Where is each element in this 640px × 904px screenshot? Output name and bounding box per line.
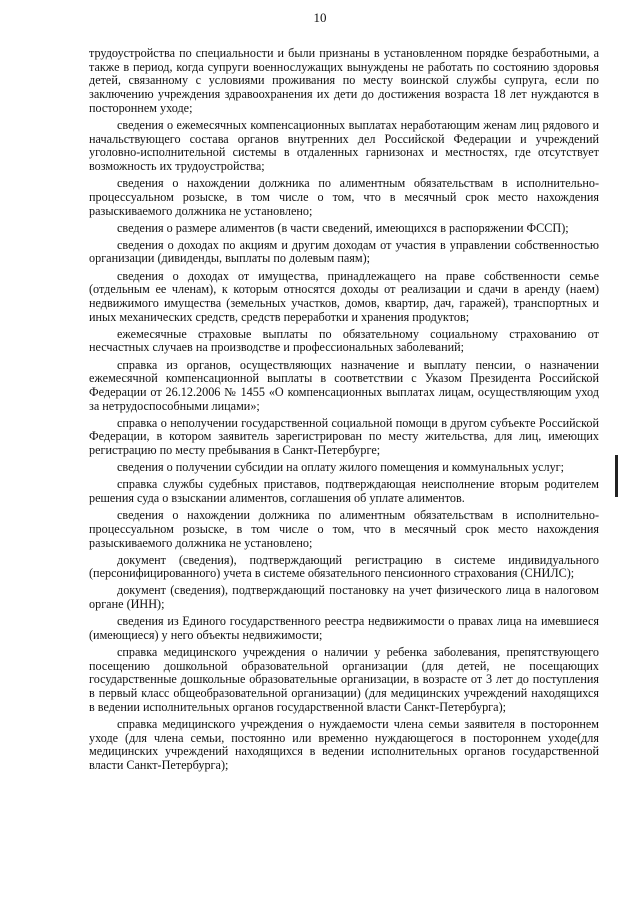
page-number: 10 (313, 10, 327, 25)
paragraph-housing-subsidy: сведения о получении субсидии на оплату жилого помещения и коммунальных услуг; (117, 460, 565, 475)
paragraph-debtor-search-repeat: сведения о нахождении должника по алиментным обязательствам в исполнительно-процессуальном розыске, в том числе о том, что в месячный срок место нахождения разыскиваемого должника не установлено; (89, 508, 599, 550)
paragraph-insurance-payments: ежемесячные страховые выплаты по обязательному социальному страхованию от несчастных случаев на производстве и профессиональных заболеваний; (89, 326, 599, 355)
paragraph-child-medical-certificate: справка медицинского учреждения о наличии у ребенка заболевания, препятствующего посещению дошкольной образовательной организации (для детей, не посещающих государственные дошкольные образовательные организации, в возрасте от 3 лет до поступления в первый класс общеобразовательной организации) (для медицинских учреждений находящихся в ведении исполнительных органов государственной власти Санкт-Петербурга); (89, 644, 599, 714)
paragraph-debtor-search: сведения о нахождении должника по алиментным обязательствам в исполнительно-процессуальном розыске, в том числе о том, что в месячный срок место нахождения разыскиваемого должника не установлено; (89, 176, 599, 218)
paragraph-inn: документ (сведения), подтверждающий постановку на учет физического лица в налоговом органе (ИНН); (89, 583, 599, 612)
paragraph-pension-certificate: справка из органов, осуществляющих назначение и выплату пенсии, о назначении ежемесячной компенсационной выплаты в соответствии с Указом Президента Российской Федерации от 26.12.2006 № 1455 «О компенсационных выплатах лицам, осуществляющим уход за нетрудоспособными лицами»; (89, 357, 599, 413)
paragraph-property-income: сведения о доходах от имущества, принадлежащего на праве собственности семье (отдельным ее членам), к которым относятся доходы от реализации и сдачи в аренду (наем) недвижимого имущества (земельных участков, домов, квартир, дач, гаражей), транспортных и иных механических средств, средств переработки и хранения продуктов; (89, 268, 599, 324)
paragraph-share-income: сведения о доходах по акциям и другим доходам от участия в управлении собственностью организации (дивиденды, выплаты по долевым паям); (89, 237, 599, 266)
paragraph-care-medical-certificate: справка медицинского учреждения о нуждаемости члена семьи заявителя в постороннем уходе (для члена семьи, постоянно или временно нуждающегося в постороннем уходе(для медицинских учреждений находящихся в ведении исполнительных органов государственной власти Санкт-Петербурга); (89, 716, 599, 772)
paragraph-bailiff-certificate: справка службы судебных приставов, подтверждающая неисполнение вторым родителем решения суда о взыскании алиментов, соглашения об уплате алиментов. (89, 477, 599, 505)
document-text (89, 47, 599, 776)
paragraph-alimony-amount: сведения о размере алиментов (в части сведений, имеющихся в распоряжении ФССП); (117, 220, 569, 235)
paragraph-snils: документ (сведения), подтверждающий регистрацию в системе индивидуального (персонифицированного) учета в системе обязательного пенсионного страхования (СНИЛС); (89, 552, 599, 581)
margin-mark (615, 455, 618, 497)
paragraph-compensation-wives: сведения о ежемесячных компенсационных выплатах неработающим женам лиц рядового и начальствующего состава органов внутренних дел Российской Федерации и учреждений уголовно-исполнительной системы в отдаленных гарнизонах и местностях, где отсутствует возможность их трудоустройства; (89, 117, 599, 174)
paragraph-employment-continuation: трудоустройства по специальности и были признаны в установленном порядке безработными, а также в период, когда супруги военнослужащих вынуждены не работать по состоянию здоровья детей, связанному с условиями проживания по месту воинской службы супруга, если по заключению учреждения здравоохранения их дети до достижения возраста 18 лет нуждаются в постороннем уходе; (89, 46, 599, 115)
paragraph-real-estate-registry: сведения из Единого государственного реестра недвижимости о правах лица на имевшиеся (имеющиеся) у него объекты недвижимости; (89, 614, 599, 642)
paragraph-social-aid-certificate: справка о неполучении государственной социальной помощи в другом субъекте Российской Федерации, в котором заявитель зарегистрирован по месту жительства, для лиц, имеющих регистрацию по месту пребывания в Санкт-Петербурге; (89, 415, 599, 458)
